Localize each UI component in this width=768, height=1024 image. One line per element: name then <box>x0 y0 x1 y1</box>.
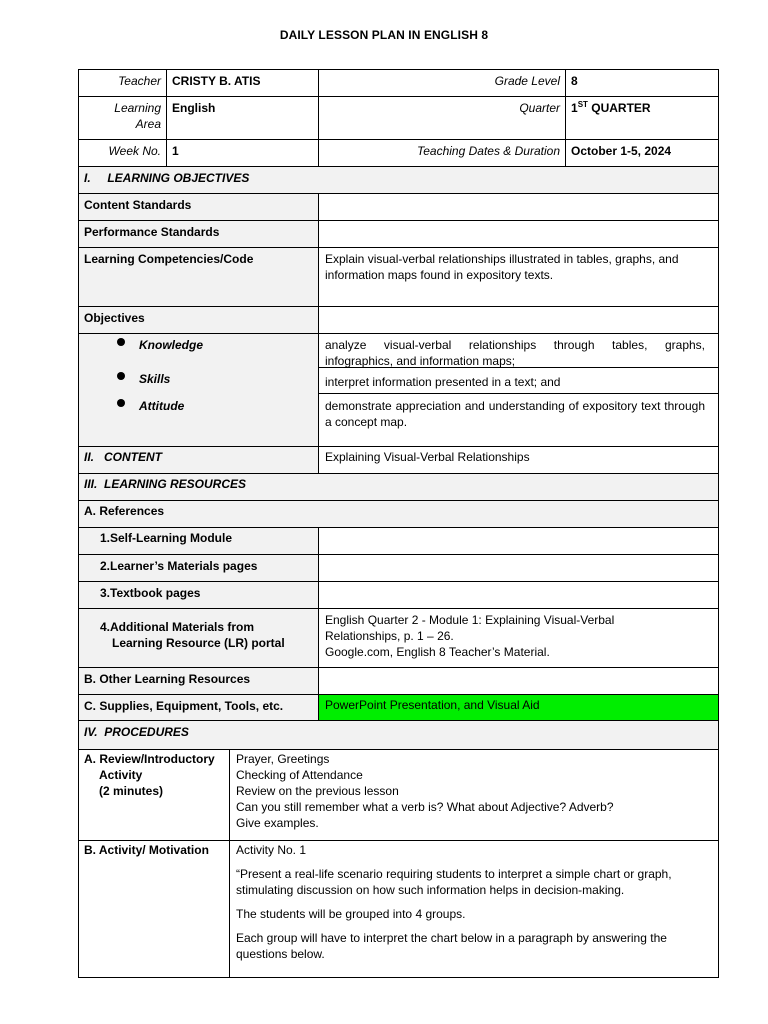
quarter-value <box>566 97 718 119</box>
review-line: Prayer, Greetings <box>236 752 330 766</box>
review-line: Checking of Attendance <box>236 768 363 782</box>
learning-area-label <box>79 97 166 135</box>
learning-area-label-line2: Area <box>135 117 161 131</box>
objectives-heading: I. LEARNING OBJECTIVES <box>84 171 250 185</box>
supplies-label: C. Supplies, Equipment, Tools, etc. <box>84 699 284 713</box>
supplies-value: PowerPoint Presentation, and Visual Aid <box>325 698 540 712</box>
content-heading: II. CONTENT <box>84 450 162 464</box>
knowledge-bullet-icon <box>117 338 125 346</box>
competencies-value: Explain visual-verbal relationships illustrated in tables, graphs, and information maps found in expository texts. <box>325 252 679 282</box>
activity-paragraph-3: Each group will have to interpret the chart below in a paragraph by answering the questions below. <box>236 931 667 961</box>
reference-item-3: 3.Textbook pages <box>100 586 201 600</box>
review-line: Can you still remember what a verb is? What about Adjective? Adverb? <box>236 800 614 814</box>
objectives-label: Objectives <box>84 311 145 325</box>
teaching-dates-label: Teaching Dates & Duration <box>417 144 560 158</box>
reference-item-4 <box>95 616 318 654</box>
skills-label: Skills <box>139 372 171 386</box>
activity-content <box>231 839 706 973</box>
reference-item-1: 1.Self-Learning Module <box>100 531 233 545</box>
reference-item-2: 2.Learner’s Materials pages <box>100 559 258 573</box>
quarter-word: QUARTER <box>587 101 651 115</box>
activity-label: B. Activity/ Motivation <box>84 843 209 857</box>
activity-paragraph-1: “Present a real-life scenario requiring students to interpret a simple chart or graph, stimulating discussion on how such information helps in decision-making. <box>236 867 672 897</box>
performance-standards-label: Performance Standards <box>84 225 220 239</box>
procedures-heading: IV. PROCEDURES <box>84 725 189 739</box>
page-title: DAILY LESSON PLAN IN ENGLISH 8 <box>279 28 489 42</box>
attitude-label: Attitude <box>139 399 185 413</box>
activity-title: Activity No. 1 <box>236 843 307 857</box>
knowledge-value: analyze visual-verbal relationships through tables, graphs, infographics, and information maps; <box>325 338 705 368</box>
skills-bullet-icon <box>117 372 125 380</box>
quarter-label: Quarter <box>519 101 560 115</box>
learning-area-label-line1: Learning <box>114 101 161 115</box>
review-label-line2: Activity <box>99 768 143 782</box>
content-standards-label: Content Standards <box>84 198 192 212</box>
review-line: Give examples. <box>236 816 319 830</box>
competencies-label: Learning Competencies/Code <box>84 252 254 266</box>
teacher-label: Teacher <box>118 74 161 88</box>
attitude-bullet-icon <box>117 399 125 407</box>
week-value: 1 <box>172 144 179 158</box>
reference-item-4-line1: 4.Additional Materials from <box>100 620 255 634</box>
grade-level-value: 8 <box>571 74 578 88</box>
reference-item-4-value-line1: English Quarter 2 - Module 1: Explaining Visual-Verbal Relationships, p. 1 – 26. <box>325 613 615 643</box>
teaching-dates-value: October 1-5, 2024 <box>571 144 672 158</box>
activity-paragraph-2: The students will be grouped into 4 groups. <box>236 907 466 921</box>
reference-item-4-value <box>320 609 650 663</box>
review-label <box>79 748 229 802</box>
resources-heading: III. LEARNING RESOURCES <box>84 477 247 491</box>
review-label-line3: (2 minutes) <box>99 784 164 798</box>
knowledge-label: Knowledge <box>139 338 204 352</box>
attitude-value: demonstrate appreciation and understanding of expository text through a concept map. <box>325 399 705 429</box>
content-value: Explaining Visual-Verbal Relationships <box>325 450 530 464</box>
review-line: Review on the previous lesson <box>236 784 399 798</box>
reference-item-4-value-line2: Google.com, English 8 Teacher’s Material. <box>325 645 550 659</box>
teacher-value: CRISTY B. ATIS <box>172 74 261 88</box>
grade-level-label: Grade Level <box>494 74 560 88</box>
references-label: A. References <box>84 504 165 518</box>
other-resources-label: B. Other Learning Resources <box>84 672 251 686</box>
week-label: Week No. <box>108 144 161 158</box>
learning-area-value: English <box>172 101 216 115</box>
review-content <box>231 748 718 834</box>
reference-item-4-line2: Learning Resource (LR) portal <box>112 636 285 650</box>
skills-value: interpret information presented in a text; and <box>325 375 561 389</box>
quarter-number: 1 <box>571 101 578 115</box>
review-label-line1: A. Review/Introductory <box>84 752 215 766</box>
quarter-suffix: ST <box>577 100 588 109</box>
